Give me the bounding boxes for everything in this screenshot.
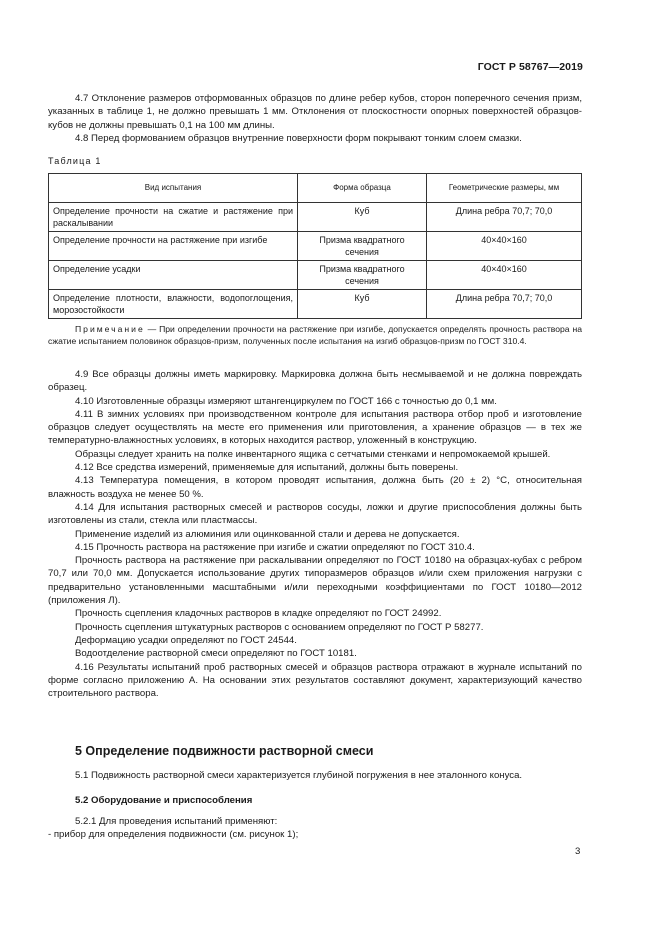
table-cell: Длина ребра 70,7; 70,0 — [427, 290, 582, 319]
table-cell: Определение прочности на сжатие и растяжение при раскалывании — [49, 203, 298, 232]
table-cell: Определение усадки — [49, 261, 298, 290]
table-cell: Определение плотности, влажности, водопоглощения, морозостойкости — [49, 290, 298, 319]
table-cell: Куб — [298, 203, 427, 232]
list-item: - прибор для определения подвижности (см. рисунок 1); — [48, 829, 299, 841]
table-row — [49, 232, 582, 261]
table-caption: Таблица 1 — [48, 156, 102, 166]
paragraph-5-2-1: 5.2.1 Для проведения испытаний применяют: — [75, 816, 278, 827]
paragraph: 4.13 Температура помещения, в котором проводят испытания, должна быть (20 ± 2) °С, относительная влажность воздуха не менее 50 %. — [48, 475, 582, 500]
paragraph-5-2-1-block — [48, 815, 582, 842]
table-row — [49, 203, 582, 232]
paragraph-4-7: 4.7 Отклонение размеров отформованных образцов по длине ребер кубов, сторон поперечного сечения призм, указанных в таблице 1, не должно превышать 1 мм. Отклонения от плоскостности опорных поверхностей образцов-кубов не должны превышать 0,1 на 100 мм длины. — [48, 93, 582, 131]
paragraph: Прочность раствора на растяжение при раскалывании определяют по ГОСТ 10180 на образцах-кубах с ребром 70,7 или 70,0 мм. Допускается использование других типоразмеров образцов и/или схем приложения нагрузки с предварительно установленными масштабными и/или переходными коэффициентами по ГОСТ 10180—2012 (приложения Л). — [48, 555, 582, 607]
paragraph-4-8: 4.8 Перед формованием образцов внутренние поверхности форм покрывают тонким слоем смазки. — [75, 132, 522, 144]
table-cell: 40×40×160 — [427, 261, 582, 290]
paragraph: Образцы следует хранить на полке инвентарного ящика с сетчатыми стенками и непромокаемой крышей. — [75, 448, 551, 460]
paragraph: 4.15 Прочность раствора на растяжение при изгибе и сжатии определяют по ГОСТ 310.4. — [75, 541, 475, 553]
table-header-cell: Форма образца — [298, 174, 427, 203]
note-label: Примечание — [75, 324, 145, 334]
paragraph-block-1 — [48, 92, 582, 145]
table-1 — [48, 173, 582, 319]
table-cell: 40×40×160 — [427, 232, 582, 261]
table-header-row — [49, 174, 582, 203]
paragraph-5-1: 5.1 Подвижность растворной смеси характеризуется глубиной погружения в нее эталонного конуса. — [75, 770, 523, 781]
table-cell: Призма квадратного сечения — [298, 261, 427, 290]
paragraph-block-2 — [48, 368, 582, 700]
note-text: — При определении прочности на растяжение при изгибе, допускается определять прочность раствора на сжатие испытанием половинок образцов-призм, полученных после испытания на изгиб образцов-призм по ГОСТ 310.4. — [48, 324, 582, 346]
paragraph: 4.16 Результаты испытаний проб растворных смесей и образцов раствора отражают в журнале испытаний по форме согласно приложению А. На основании этих результатов составляют документ, характеризующий качество строительного раствора. — [48, 661, 582, 700]
paragraph: 4.11 В зимних условиях при производственном контроле для испытания раствора отбор проб и изготовление образцов следует осуществлять на месте его применения или приготовления, а хранение образцов — в тех же температурно-влажностных условиях, в которых находится раствор, уложенный в конструкцию. — [48, 408, 582, 447]
table-cell: Призма квадратного сечения — [298, 232, 427, 261]
table-row — [49, 290, 582, 319]
table-cell: Куб — [298, 290, 427, 319]
paragraph: Прочность сцепления кладочных растворов в кладке определяют по ГОСТ 24992. — [75, 608, 442, 620]
document-header: ГОСТ Р 58767—2019 — [477, 61, 583, 73]
section-5-title: 5 Определение подвижности растворной смеси — [75, 744, 374, 758]
paragraph: Деформацию усадки определяют по ГОСТ 24544. — [75, 634, 297, 646]
paragraph: Водоотделение растворной смеси определяют по ГОСТ 10181. — [75, 648, 357, 660]
paragraph: Применение изделий из алюминия или оцинкованной стали и дерева не допускается. — [75, 528, 460, 540]
paragraph: 4.9 Все образцы должны иметь маркировку. Маркировка должна быть несмываемой и не должна повреждать образец. — [48, 369, 582, 394]
page-number: 3 — [575, 846, 581, 857]
paragraph: 4.12 Все средства измерений, применяемые для испытаний, должны быть поверены. — [75, 462, 459, 474]
paragraph-5-1-block — [48, 769, 582, 782]
table-cell: Длина ребра 70,7; 70,0 — [427, 203, 582, 232]
table-note — [48, 324, 582, 347]
paragraph: 4.10 Изготовленные образцы измеряют штангенциркулем по ГОСТ 166 с точностью до 0,1 мм. — [75, 395, 497, 407]
table-row — [49, 261, 582, 290]
table-header-cell: Геометрические размеры, мм — [427, 174, 582, 203]
paragraph: 4.14 Для испытания растворных смесей и растворов сосуды, ложки и другие приспособления должны быть изготовлены из стали, стекла или пластмассы. — [48, 501, 582, 527]
table-header-cell: Вид испытания — [49, 174, 298, 203]
table-cell: Определение прочности на растяжение при изгибе — [49, 232, 298, 261]
paragraph: Прочность сцепления штукатурных растворов с основанием определяют по ГОСТ Р 58277. — [75, 621, 484, 633]
subsection-5-2-title: 5.2 Оборудование и приспособления — [75, 795, 253, 806]
